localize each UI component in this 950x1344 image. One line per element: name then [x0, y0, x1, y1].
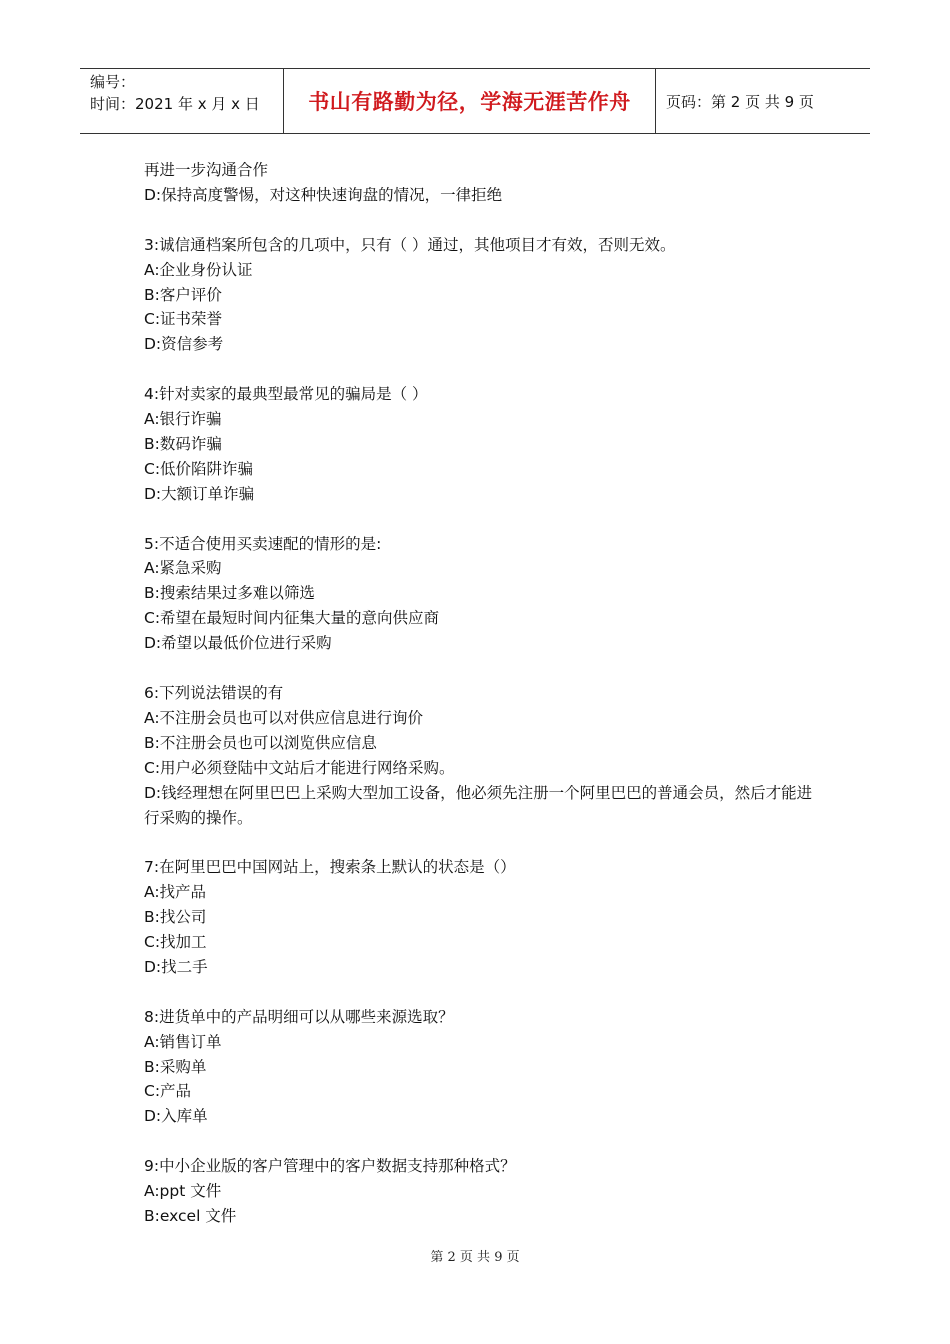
option-c: C:用户必须登陆中文站后才能进行网络采购。: [144, 758, 455, 777]
question-text: 4:针对卖家的最典型最常见的骗局是（ ）: [144, 385, 428, 404]
page-number-label: 页码：第 2 页 共 9 页: [666, 92, 814, 111]
question-block: [144, 855, 824, 980]
option-a: A:不注册会员也可以对供应信息进行询价: [144, 708, 424, 727]
option-b: B:客户评价: [144, 285, 222, 304]
document-time-label: 时间：2021 年 x 月 x 日: [90, 95, 260, 113]
continued-line: 再进一步沟通合作: [144, 161, 269, 179]
option-c: C:产品: [144, 1082, 192, 1101]
question-text: 5:不适合使用买卖速配的情形的是:: [144, 534, 382, 553]
option-d: D:找二手: [144, 957, 208, 976]
question-text: 9:中小企业版的客户管理中的客户数据支持那种格式？: [144, 1157, 516, 1176]
option-d: D:大额订单诈骗: [144, 484, 255, 503]
option-c: C:找加工: [144, 933, 207, 952]
question-text: 3:诚信通档案所包含的几项中，只有（ ）通过，其他项目才有效，否则无效。: [144, 235, 676, 254]
question-block: [144, 1154, 824, 1229]
option-b: B:找公司: [144, 908, 207, 927]
option-b: B:采购单: [144, 1057, 207, 1076]
question-block: [144, 233, 824, 358]
continued-option: D:保持高度警惕，对这种快速询盘的情况，一律拒绝: [144, 185, 503, 204]
question-text: 8:进货单中的产品明细可以从哪些来源选取？: [144, 1007, 454, 1026]
option-d: D:希望以最低价位进行采购: [144, 634, 332, 653]
question-text: 6:下列说法错误的有: [144, 683, 284, 702]
option-a: A:银行诈骗: [144, 410, 222, 429]
header-info: [80, 69, 283, 133]
header-page-number: [656, 69, 870, 133]
option-c: C:证书荣誉: [144, 310, 223, 329]
document-number-label: 编号：: [90, 73, 136, 91]
page-footer: [0, 1246, 950, 1265]
option-d: D:入库单: [144, 1107, 208, 1126]
option-c: C:希望在最短时间内征集大量的意向供应商: [144, 609, 440, 628]
option-a: A:紧急采购: [144, 559, 222, 578]
question-text: 7:在阿里巴巴中国网站上，搜索条上默认的状态是（）: [144, 858, 516, 877]
option-a: A:ppt 文件: [144, 1182, 222, 1201]
question-block: [144, 382, 824, 507]
option-c: C:低价陷阱诈骗: [144, 459, 254, 478]
question-block: [144, 681, 824, 830]
option-b: B:搜索结果过多难以筛选: [144, 584, 315, 603]
option-a: A:找产品: [144, 883, 207, 902]
motto-text: 书山有路勤为径，学海无涯苦作舟: [308, 90, 631, 114]
option-b: B:不注册会员也可以浏览供应信息: [144, 733, 377, 752]
option-a: A:销售订单: [144, 1032, 222, 1051]
option-d: D:资信参考: [144, 335, 224, 354]
page-header: [80, 68, 870, 134]
question-content: [144, 158, 824, 1229]
question-block: [144, 1005, 824, 1130]
option-b: B:excel 文件: [144, 1206, 237, 1225]
option-d: D:钱经理想在阿里巴巴上采购大型加工设备，他必须先注册一个阿里巴巴的普通会员，然后才能进行采购的操作。: [144, 783, 813, 827]
header-motto: [283, 69, 656, 133]
option-b: B:数码诈骗: [144, 434, 222, 453]
question-block: [144, 532, 824, 657]
footer-page-number: 第 2 页 共 9 页: [430, 1250, 520, 1265]
option-a: A:企业身份认证: [144, 260, 253, 279]
